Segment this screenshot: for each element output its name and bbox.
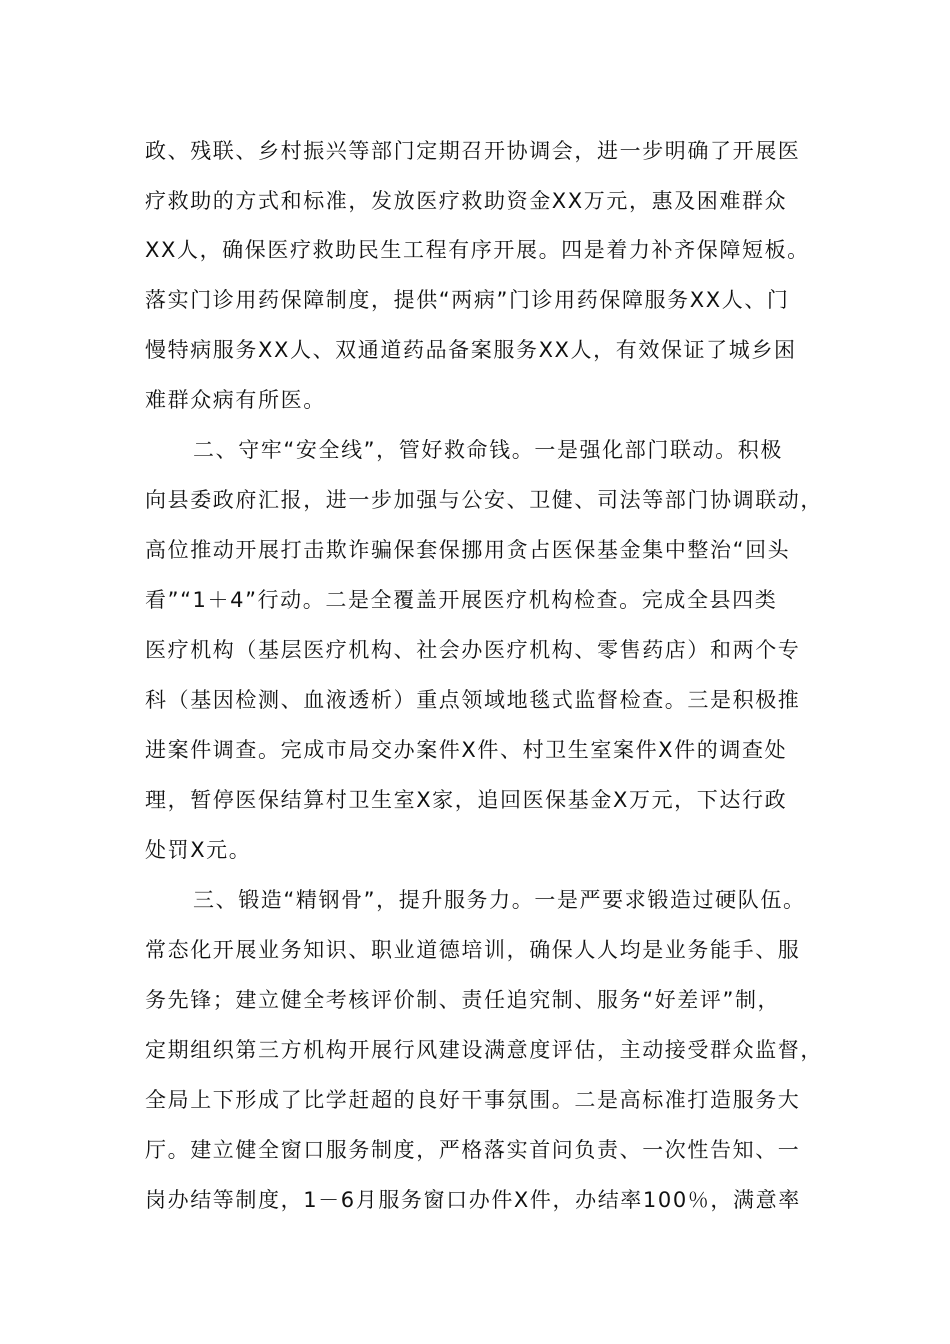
- text-line: 难群众病有所医。: [145, 388, 326, 412]
- text-line: 疗救助的方式和标准，发放医疗救助资金XX万元，惠及困难群众: [145, 189, 788, 213]
- text-line: 全局上下形成了比学赶超的良好干事氛围。二是高标准打造服务大: [145, 1088, 801, 1112]
- text-line: XX人，确保医疗救助民生工程有序开展。四是着力补齐保障短板。: [145, 238, 810, 262]
- text-line: 厅。建立健全窗口服务制度，严格落实首问负责、一次性告知、一: [145, 1138, 801, 1162]
- text-line: 理，暂停医保结算村卫生室X家，追回医保基金X万元，下达行政: [145, 788, 788, 812]
- text-line: 定期组织第三方机构开展行风建设满意度评估，主动接受群众监督，: [145, 1038, 823, 1062]
- text-line: 高位推动开展打击欺诈骗保套保挪用贪占医保基金集中整治“回头: [145, 538, 791, 562]
- text-line: 常态化开展业务知识、职业道德培训，确保人人均是业务能手、服: [145, 938, 801, 962]
- text-line: 向县委政府汇报，进一步加强与公安、卫健、司法等部门协调联动，: [145, 488, 823, 512]
- text-line: 务先锋；建立健全考核评价制、责任追究制、服务“好差评”制，: [145, 988, 781, 1012]
- text-line: 科（基因检测、血液透析）重点领域地毯式监督检查。三是积极推: [145, 688, 801, 712]
- text-line: 岗办结等制度，1－6月服务窗口办件X件，办结率100％，满意率: [145, 1188, 801, 1212]
- text-line: 慢特病服务XX人、双通道药品备案服务XX人，有效保证了城乡困: [145, 338, 797, 362]
- text-line: 落实门诊用药保障制度，提供“两病”门诊用药保障服务XX人、门: [145, 288, 790, 312]
- text-line: 进案件调查。完成市局交办案件X件、村卫生室案件X件的调查处: [145, 738, 788, 762]
- paragraph-heading-3: 三、锻造“精钢骨”，提升服务力。一是严要求锻造过硬队伍。: [193, 888, 806, 912]
- paragraph-heading-2: 二、守牢“安全线”，管好救命钱。一是强化部门联动。积极: [193, 438, 783, 462]
- text-line: 处罚X元。: [145, 838, 252, 862]
- text-line: 医疗机构（基层医疗机构、社会办医疗机构、零售药店）和两个专: [145, 638, 801, 662]
- text-line: 看”“1＋4”行动。二是全覆盖开展医疗机构检查。完成全县四类: [145, 588, 778, 612]
- text-line: 政、残联、乡村振兴等部门定期召开协调会，进一步明确了开展医: [145, 139, 801, 163]
